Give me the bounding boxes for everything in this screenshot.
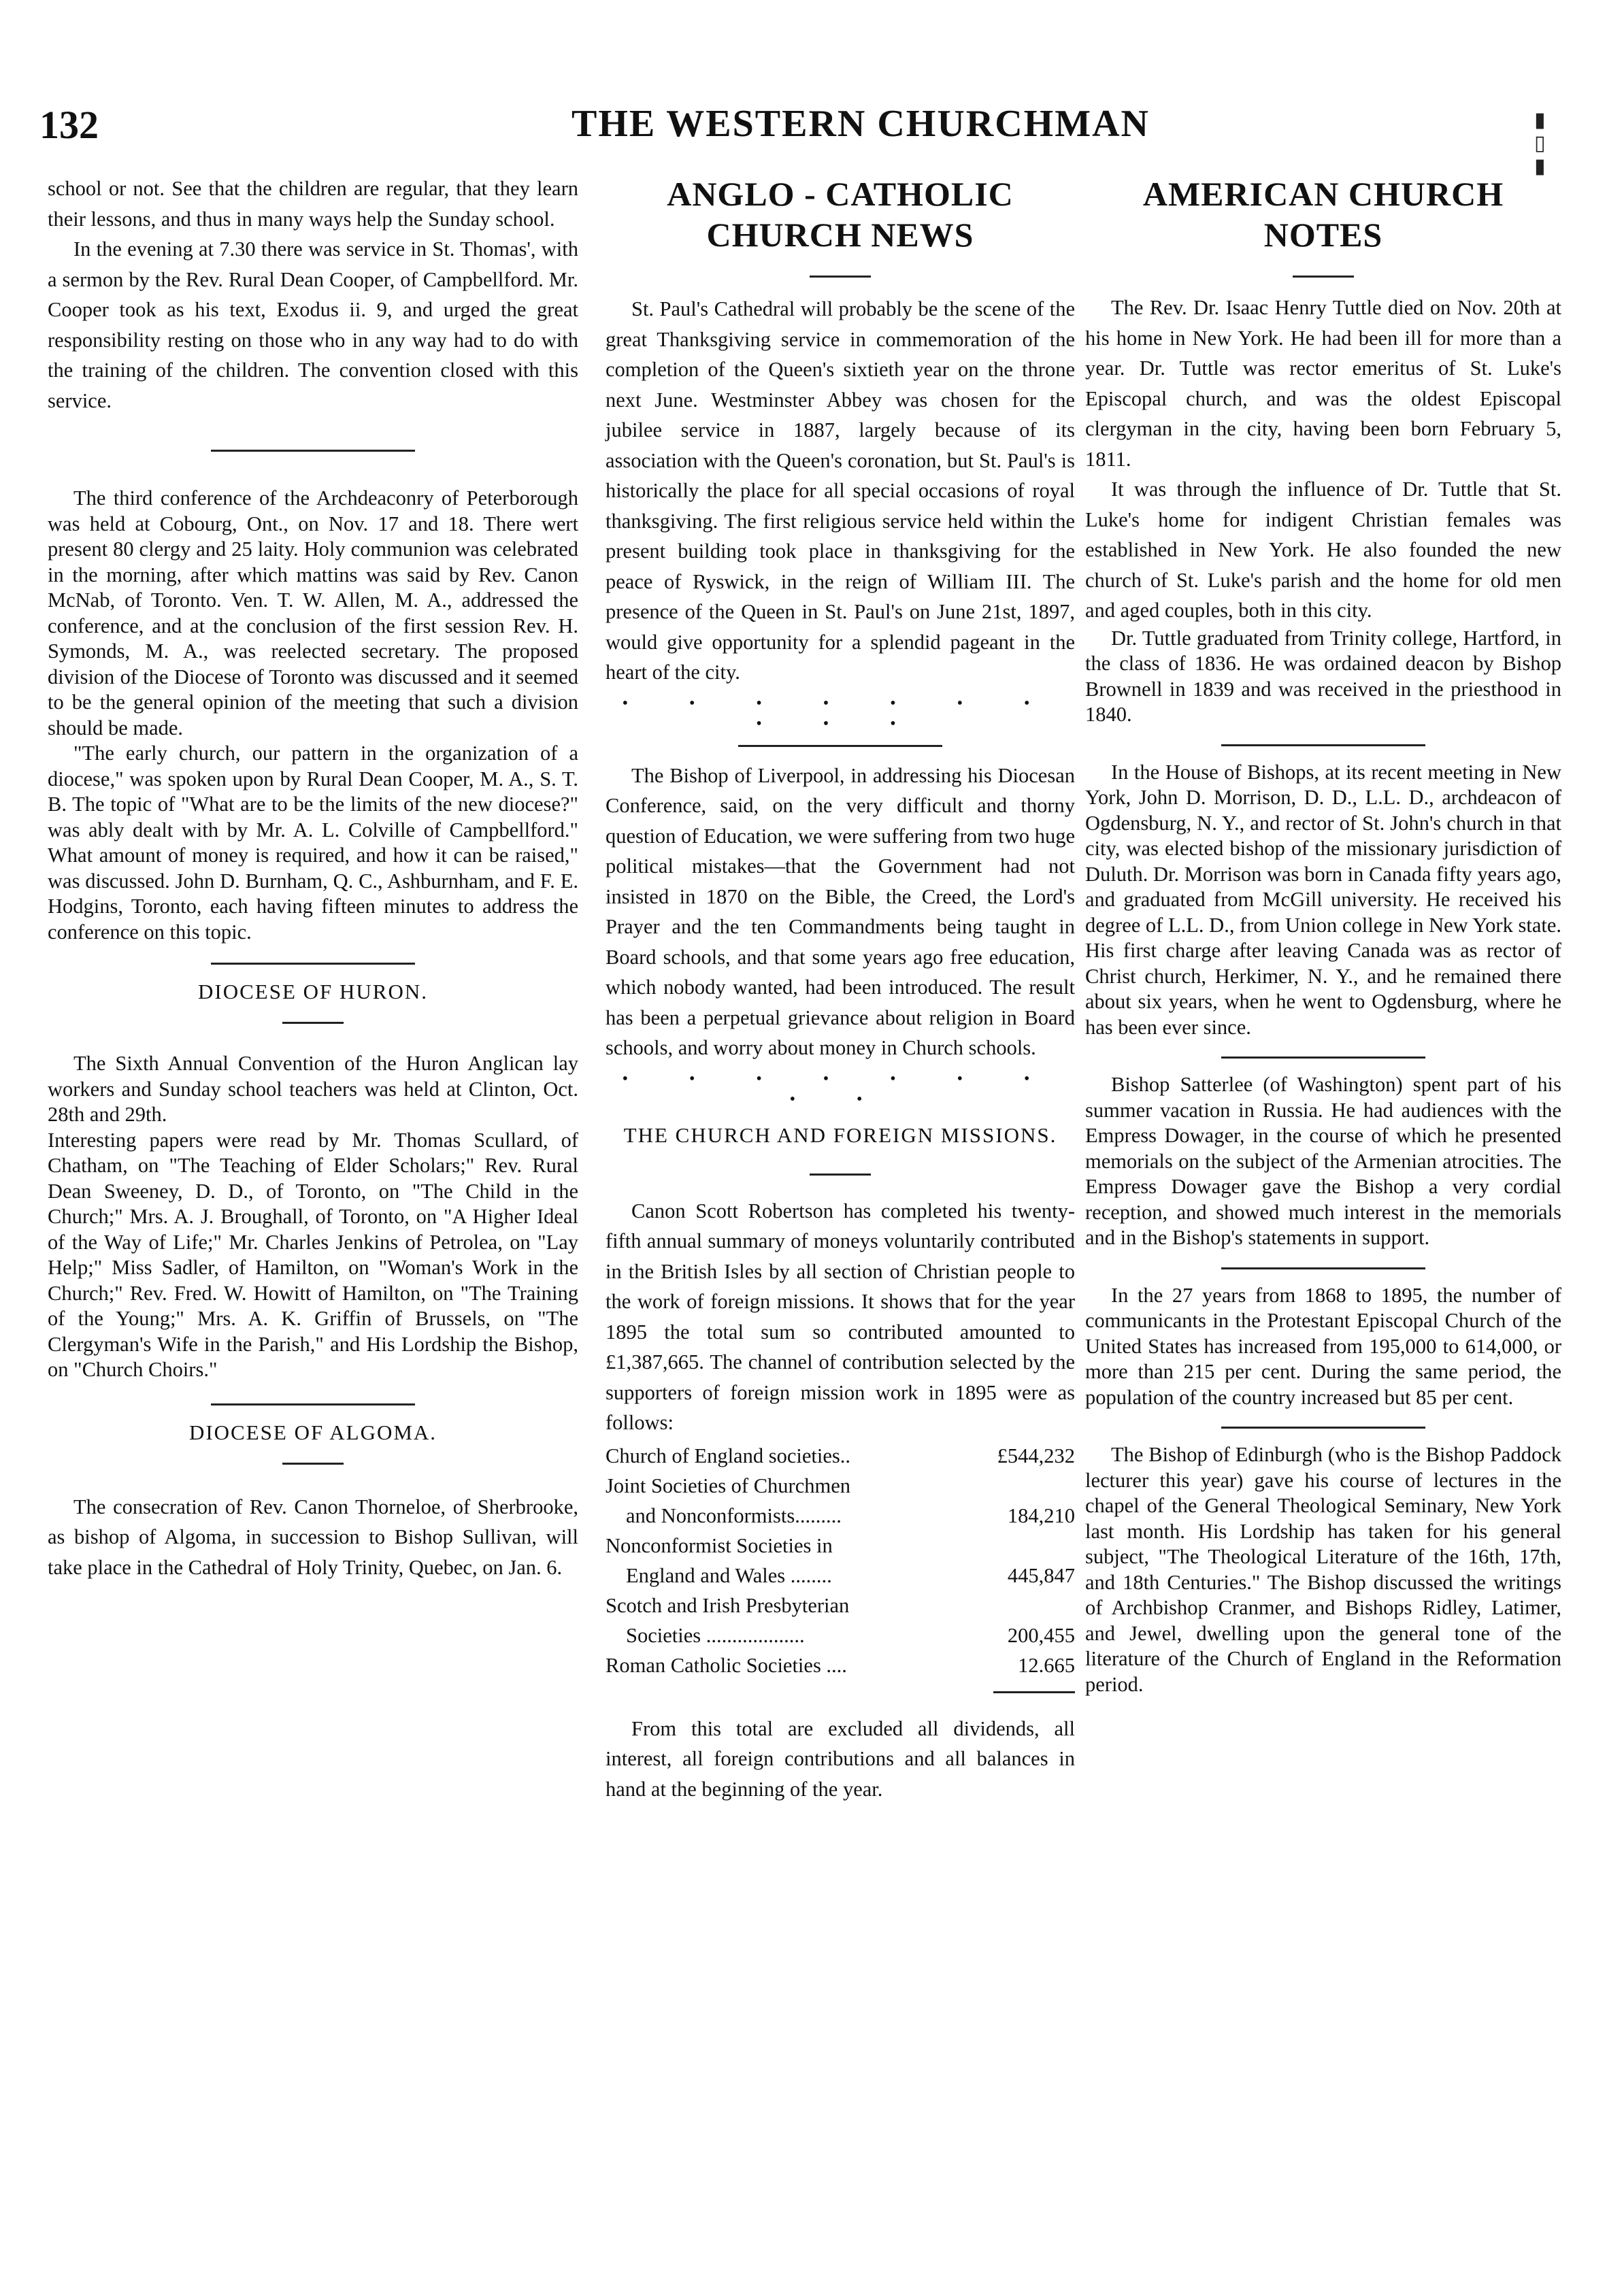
divider xyxy=(1221,1057,1425,1059)
table-row xyxy=(606,1501,1075,1531)
table-row-label: England and Wales ........ xyxy=(626,1563,832,1587)
headline-line: CHURCH NEWS xyxy=(706,216,974,254)
table-row-label: Nonconformist Societies in xyxy=(606,1533,833,1557)
divider xyxy=(282,1022,344,1024)
table-row-label: Scotch and Irish Presbyterian xyxy=(606,1593,850,1617)
article-paragraph: It was through the influence of Dr. Tuttle that St. Luke's home for indigent Christian females was established in New York. He also founded the new church of St. Luke's parish and the home for old men and aged couples, both in this city. xyxy=(1085,478,1561,622)
divider xyxy=(1221,744,1425,746)
article-paragraph: school or not. See that the children are regular, that they learn their lessons, and thus in many ways help the Sunday school. xyxy=(48,177,578,231)
table-row-amount: 184,210 xyxy=(1007,1503,1075,1527)
article-paragraph: From this total are excluded all dividends, all interest, all foreign contributions and all balances in hand at the beginning of the year. xyxy=(606,1716,1075,1801)
column-left xyxy=(48,173,578,1582)
divider xyxy=(738,745,942,747)
table-row-label: Joint Societies of Churchmen xyxy=(606,1474,851,1497)
article-paragraph: In the evening at 7.30 there was service in St. Thomas', with a sermon by the Rev. Rural Dean Cooper, of Campbellford. Mr. Cooper took as his text, Exodus ii. 9, and urged the great responsibility resting on those who in any way had to do with the training of the children. The convention closed with this service. xyxy=(48,237,578,412)
section-heading-huron: DIOCESE OF HURON. xyxy=(198,980,428,1003)
column-middle xyxy=(606,173,1075,1804)
divider xyxy=(1221,1427,1425,1429)
article-paragraph: The Bishop of Edinburgh (who is the Bishop Paddock lecturer this year) gave his course of lectures in the chapel of the General Theological Seminary, New York last month. His Lordship has taken for his general subject, "The Theological Literature of the 16th, 17th, and 18th Centuries." The Bishop discussed the writings of Archbishop Cranmer, and Bishops Ridley, Latimer, and Jewel, dwelling upon the general tone of the literature of the Church of England in the Reformation period. xyxy=(1085,1443,1561,1696)
table-row-label: Church of England societies.. xyxy=(606,1444,850,1467)
article-paragraph: The Sixth Annual Convention of the Huron Anglican lay workers and Sunday school teachers was held at Clinton, Oct. 28th and 29th. xyxy=(48,1052,578,1126)
dot-separator: • • • • • • • • • • xyxy=(622,694,1059,733)
article-paragraph: Bishop Satterlee (of Washington) spent part of his summer vacation in Russia. He had audiences with the Empress Dowager, in the course of which he presented memorials on the subject of the Armenian atrocities. The Empress Dowager gave the Bishop a very cordial reception, and showed much interest in the memorials and in the Bishop's statements in support. xyxy=(1085,1073,1561,1249)
article-paragraph: In the House of Bishops, at its recent meeting in New York, John D. Morrison, D. D., L.L. D., archdeacon of Ogdensburg, N. Y., and rector of St. John's church in that city, was elected bishop of the missionary jurisdiction of Duluth. Dr. Morrison was born in Canada fifty years ago, and graduated from McGill university. He received his degree of L.L. D., from Union college in New York state. His first charge after leaving Canada was as rector of Christ church, Herkimer, N. Y., and he remained there about six years, when he went to Ogdensburg, where he has been ever since. xyxy=(1085,760,1561,1039)
headline-line: NOTES xyxy=(1263,216,1383,254)
table-row-amount: £544,232 xyxy=(997,1444,1075,1467)
divider xyxy=(211,1403,415,1405)
table-row xyxy=(606,1471,1075,1501)
article-paragraph: The third conference of the Archdeaconry of Peterborough was held at Cobourg, Ont., on Nov. 17 and 18. There wert present 80 clergy and 25 laity. Holy communion was celebrated in the morning, after which mattins was said by Rev. Canon McNab, of Toronto. Ven. T. W. Allen, M. A., addressed the conference, and at the conclusion of the first session Rev. H. Symonds, M. A., was reelected secretary. The proposed division of the Diocese of Toronto was discussed and it seemed to be the general opinion of the meeting that such a division should be made. xyxy=(48,486,578,739)
table-row xyxy=(606,1620,1075,1650)
divider xyxy=(810,276,871,278)
article-paragraph: In the 27 years from 1868 to 1895, the number of communicants in the Protestant Episcopal Church of the United States has increased from 195,000 to 614,000, or more than 215 per cent. During the same period, the population of the country increased but 85 per cent. xyxy=(1085,1283,1561,1409)
table-row xyxy=(606,1591,1075,1620)
page-number: 132 xyxy=(39,103,99,147)
table-row xyxy=(606,1561,1075,1591)
article-paragraph: St. Paul's Cathedral will probably be the scene of the great Thanksgiving service in commemoration of the completion of the Queen's sixtieth year on the throne next June. Westminster Abbey was chosen for the jubilee service in 1887, largely because of its association with the Queen's coronation, but St. Paul's is historically the place for all special occasions of royal thanksgiving. The first religious service held within the present building took place in thanksgiving for the peace of Ryswick, in the reign of William III. The presence of the Queen in St. Paul's on June 21st, 1897, would give opportunity for a splendid pageant in the heart of the city. xyxy=(606,297,1075,684)
column-right xyxy=(1085,173,1561,1697)
divider xyxy=(282,1463,344,1465)
article-paragraph: Dr. Tuttle graduated from Trinity college, Hartford, in the class of 1836. He was ordained deacon by Bishop Brownell in 1839 and was received in the priesthood in 1840. xyxy=(1085,626,1561,726)
dot-separator: • • • • • • • • • xyxy=(622,1069,1059,1108)
contributions-table xyxy=(606,1441,1075,1680)
divider xyxy=(211,450,415,452)
page-header xyxy=(0,102,1607,163)
article-paragraph: "The early church, our pattern in the organization of a diocese," was spoken upon by Rural Dean Cooper, M. A., S. T. B. The topic of "What are to be the limits of the new diocese?" was ably dealt with by Mr. A. L. Colville of Campbellford." What amount of money is required, and how it can be raised," was discussed. John D. Burnham, Q. C., Ashburnham, and F. E. Hodgins, Toronto, each having fifteen minutes to address the conference on this topic. xyxy=(48,742,578,944)
section-heading-algoma: DIOCESE OF ALGOMA. xyxy=(188,1420,437,1444)
table-row-amount: 12.665 xyxy=(1018,1653,1075,1677)
article-paragraph: Interesting papers were read by Mr. Thomas Scullard, of Chatham, on "The Teaching of Elder Scholars;" Rev. Rural Dean Sweeney, D. D., of Toronto, on "The Child in the Church;" Mrs. A. J. Broughall, of Toronto, on "A Higher Ideal of the Way of Life;" Mr. Charles Jenkins of Petrolea, on "Lay Help;" Miss Sadler, of Hamilton, on "Woman's Work in the Church;" Rev. Fred. W. Howitt of Hamilton, on "The Training of the Young;" Mrs. A. K. Griffin of Brussels, on "The Clergyman's Wife in the Parish," and His Lordship the Bishop, on "Church Choirs." xyxy=(48,1128,578,1381)
divider xyxy=(211,963,415,965)
headline-line: ANGLO - CATHOLIC xyxy=(667,175,1014,213)
divider xyxy=(993,1691,1075,1693)
table-row-amount: 445,847 xyxy=(1007,1563,1075,1587)
article-paragraph: The Rev. Dr. Isaac Henry Tuttle died on Nov. 20th at his home in New York. He had been ill for more than a year. Dr. Tuttle was rector emeritus of St. Luke's Episcopal church, and was the oldest Episcopal clergyman in the city, having been born February 5, 1811. xyxy=(1085,296,1561,471)
table-row xyxy=(606,1650,1075,1680)
divider xyxy=(810,1174,871,1176)
article-paragraph: The consecration of Rev. Canon Thorneloe, of Sherbrooke, as bishop of Algoma, in succession to Bishop Sullivan, will take place in the Cathedral of Holy Trinity, Quebec, on Jan. 6. xyxy=(48,1495,578,1579)
margin-mark: ▮ ▯ ▮ xyxy=(1534,109,1546,178)
section-headline-american-church xyxy=(1085,173,1561,255)
table-row-amount: 200,455 xyxy=(1007,1623,1075,1647)
table-row xyxy=(606,1441,1075,1471)
article-paragraph: Canon Scott Robertson has completed his twenty-fifth annual summary of moneys voluntarily contributed in the British Isles by all section of Christian people to the work of foreign missions. It shows that for the year 1895 the total sum so contributed amounted to £1,387,665. The channel of contribution selected by the supporters of foreign mission work in 1895 were as follows: xyxy=(606,1199,1075,1434)
divider xyxy=(1293,276,1354,278)
masthead-title: THE WESTERN CHURCHMAN xyxy=(571,103,1150,145)
table-row-label: Societies ................... xyxy=(626,1623,805,1647)
table-row xyxy=(606,1531,1075,1561)
divider xyxy=(1221,1267,1425,1269)
headline-line: AMERICAN CHURCH xyxy=(1142,175,1504,213)
article-paragraph: The Bishop of Liverpool, in addressing his Diocesan Conference, said, on the very difficult and thorny question of Education, we were suffering from two huge political mistakes—that the Government had not insisted in 1870 on the Bible, the Creed, the Lord's Prayer and the ten Commandments being taught in Board schools, and that some years ago free education, which nobody wanted, had been introduced. The result has been a perpetual grievance about religion in Board schools, and worry about money in Church schools. xyxy=(606,763,1075,1059)
section-headline-anglo-catholic xyxy=(606,173,1075,255)
table-row-label: Roman Catholic Societies .... xyxy=(606,1653,847,1677)
section-heading-foreign-missions: THE CHURCH AND FOREIGN MISSIONS. xyxy=(623,1122,1057,1147)
table-row-label: and Nonconformists......... xyxy=(626,1503,842,1527)
